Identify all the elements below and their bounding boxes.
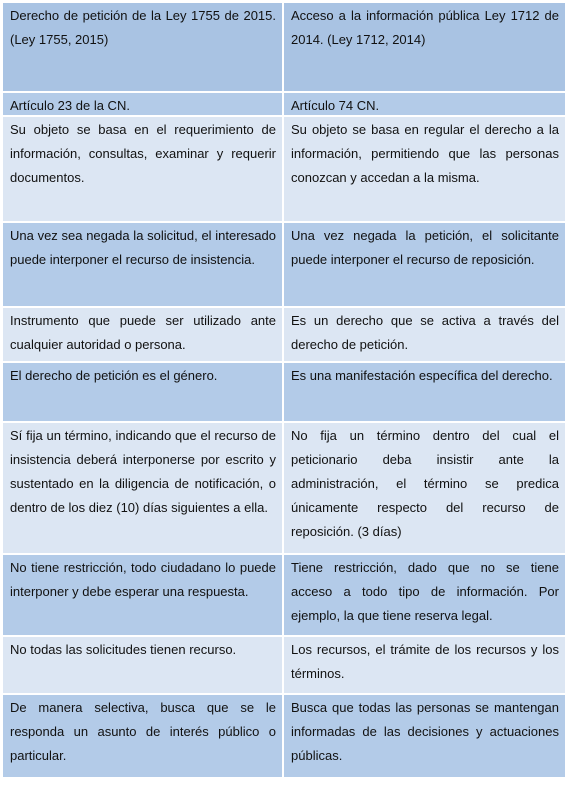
table-row xyxy=(3,223,565,308)
table-cell-right: No fija un término dentro del cual el peticionario deba insistir ante la administración, el término se predica únicamente respecto del recurso de reposición. (3 días) xyxy=(284,423,565,555)
table-cell-right: Su objeto se basa en regular el derecho a la información, permitiendo que las personas conozcan y accedan a la misma. xyxy=(284,117,565,223)
table-cell-right: Es un derecho que se activa a través del derecho de petición. xyxy=(284,308,565,363)
table-row xyxy=(3,363,565,423)
table-cell-right: Los recursos, el trámite de los recursos y los términos. xyxy=(284,637,565,695)
table-cell-left: Artículo 23 de la CN. xyxy=(3,93,284,117)
table-cell-left: El derecho de petición es el género. xyxy=(3,363,284,423)
table-row xyxy=(3,308,565,363)
table-cell-left: Su objeto se basa en el requerimiento de información, consultas, examinar y requerir documentos. xyxy=(3,117,284,223)
header-cell-left: Derecho de petición de la Ley 1755 de 2015. (Ley 1755, 2015) xyxy=(3,3,284,93)
table-row xyxy=(3,93,565,117)
table-cell-right: Artículo 74 CN. xyxy=(284,93,565,117)
table-cell-right: Es una manifestación específica del derecho. xyxy=(284,363,565,423)
table-cell-right: Busca que todas las personas se mantengan informadas de las decisiones y actuaciones públicas. xyxy=(284,695,565,779)
table-row xyxy=(3,555,565,637)
table-cell-right: Tiene restricción, dado que no se tiene acceso a todo tipo de información. Por ejemplo, la que tiene reserva legal. xyxy=(284,555,565,637)
table-row xyxy=(3,423,565,555)
table-cell-left: De manera selectiva, busca que se le responda un asunto de interés público o particular. xyxy=(3,695,284,779)
table-cell-left: Instrumento que puede ser utilizado ante cualquier autoridad o persona. xyxy=(3,308,284,363)
table-row xyxy=(3,695,565,779)
table-cell-left: No todas las solicitudes tienen recurso. xyxy=(3,637,284,695)
table-row xyxy=(3,637,565,695)
header-cell-right: Acceso a la información pública Ley 1712 de 2014. (Ley 1712, 2014) xyxy=(284,3,565,93)
header-row xyxy=(3,3,565,93)
table-cell-left: Una vez sea negada la solicitud, el interesado puede interponer el recurso de insistencia. xyxy=(3,223,284,308)
table-cell-left: No tiene restricción, todo ciudadano lo puede interponer y debe esperar una respuesta. xyxy=(3,555,284,637)
comparison-table xyxy=(2,2,566,780)
table-cell-right: Una vez negada la petición, el solicitante puede interponer el recurso de reposición. xyxy=(284,223,565,308)
table-cell-left: Sí fija un término, indicando que el recurso de insistencia deberá interponerse por escrito y sustentado en la diligencia de notificación, o dentro de los diez (10) días siguientes a ella. xyxy=(3,423,284,555)
table-row xyxy=(3,117,565,223)
